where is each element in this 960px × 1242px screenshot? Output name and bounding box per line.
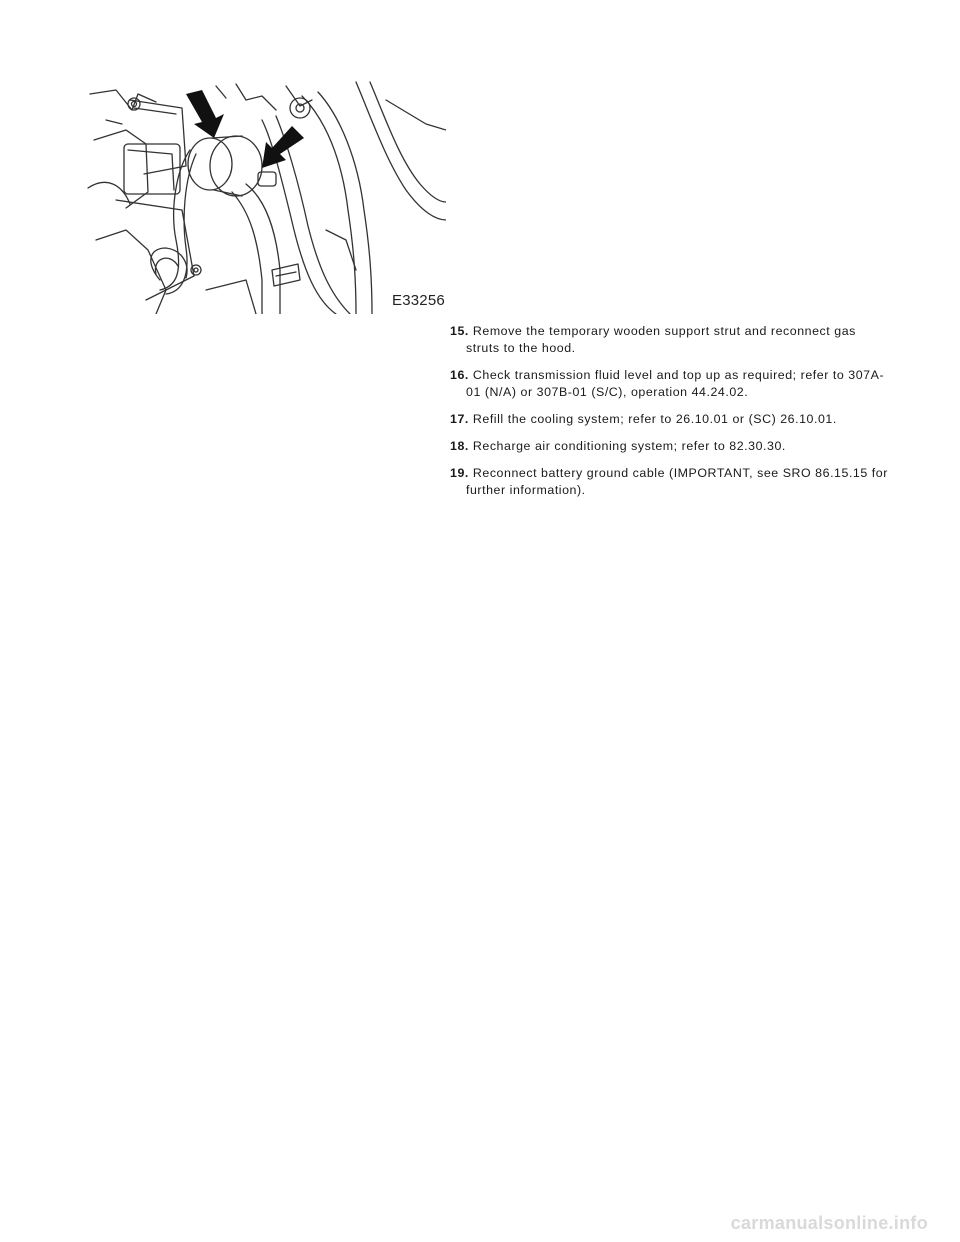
step-19 xyxy=(450,465,890,499)
step-number: 18. xyxy=(450,439,469,453)
site-watermark: carmanualsonline.info xyxy=(730,1213,928,1233)
step-18 xyxy=(450,438,890,455)
step-17 xyxy=(450,411,890,428)
step-text: Remove the temporary wooden support strut and reconnect gas struts to the hood. xyxy=(466,324,856,355)
step-text: Check transmission fluid level and top up as required; refer to 307A-01 (N/A) or 307B-01 (S/C), operation 44.24.02. xyxy=(466,368,885,399)
step-number: 16. xyxy=(450,368,469,382)
step-text: Refill the cooling system; refer to 26.10.01 or (SC) 26.10.01. xyxy=(472,412,837,426)
figure-id-label: E33256 xyxy=(392,292,445,309)
step-number: 19. xyxy=(450,466,469,480)
engine-bay-illustration xyxy=(86,80,446,314)
step-15 xyxy=(450,323,890,357)
step-text: Recharge air conditioning system; refer to 82.30.30. xyxy=(472,439,786,453)
sensor-line-drawing xyxy=(86,80,446,314)
step-text: Reconnect battery ground cable (IMPORTANT, see SRO 86.15.15 for further information). xyxy=(466,466,888,497)
procedure-steps xyxy=(450,323,890,509)
step-number: 17. xyxy=(450,412,469,426)
step-16 xyxy=(450,367,890,401)
step-number: 15. xyxy=(450,324,469,338)
